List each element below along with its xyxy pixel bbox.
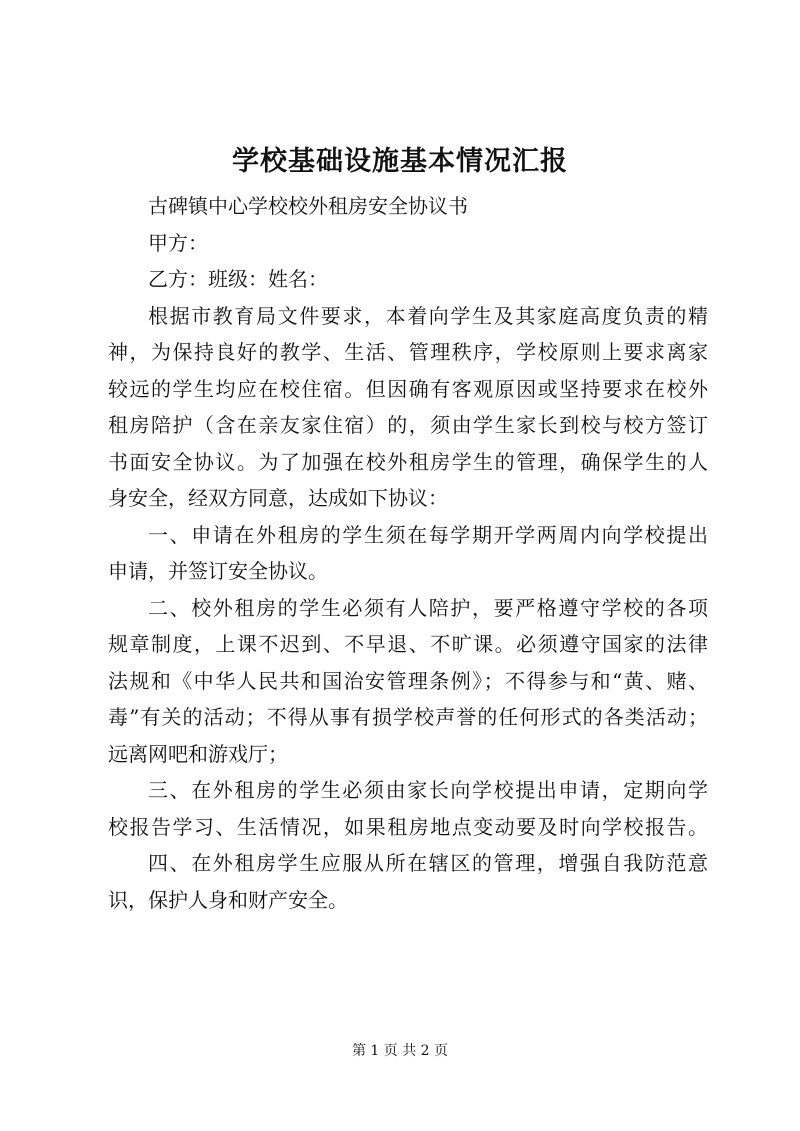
- text-line: 神，为保持良好的教学、生活、管理秩序，学校原则上要求离家: [108, 340, 708, 364]
- text-line: 三、在外租房的学生必须由家长向学校提出申请，定期向学: [148, 778, 708, 802]
- text-line: 租房陪护（含在亲友家住宿）的，须由学生家长到校与校方签订: [108, 413, 708, 437]
- text-line: 校报告学习、生活情况，如果租房地点变动要及时向学校报告。: [108, 814, 708, 839]
- page-footer: 第 1 页 共 2 页: [351, 1043, 449, 1059]
- text-line: 规章制度，上课不迟到、不早退、不旷课。必须遵守国家的法律: [108, 632, 708, 656]
- text-line: 根据市教育局文件要求，本着向学生及其家庭高度负责的精: [148, 303, 708, 328]
- text-line: 二、校外租房的学生必须有人陪护，要严格遵守学校的各项: [148, 595, 708, 620]
- text-line: 乙方：班级：姓名：: [148, 267, 328, 291]
- text-line: 一、申请在外租房的学生须在每学期开学两周内向学校提出: [148, 522, 708, 547]
- text-line: 识，保护人身和财产安全。: [108, 887, 348, 912]
- text-line: 较远的学生均应在校住宿。但因确有客观原因或坚持要求在校外: [108, 376, 708, 401]
- text-line: 四、在外租房学生应服从所在辖区的管理，增强自我防范意: [148, 851, 708, 875]
- text-line: 法规和《中华人民共和国治安管理条例》；不得参与和“黄、赌、: [108, 668, 708, 693]
- text-line: 书面安全协议。为了加强在校外租房学生的管理，确保学生的人: [108, 449, 708, 474]
- text-line: 身安全，经双方同意，达成如下协议：: [108, 486, 448, 510]
- text-line: 毒”有关的活动；不得从事有损学校声誉的任何形式的各类活动；: [108, 705, 708, 729]
- document-body: [108, 188, 708, 918]
- text-line: 古碑镇中心学校校外租房安全协议书: [148, 194, 468, 218]
- document-title: 学校基础设施基本情况汇报: [232, 146, 568, 177]
- text-line: 申请，并签订安全协议。: [108, 559, 328, 583]
- text-line: 远离网吧和游戏厅；: [108, 741, 288, 766]
- text-line: 甲方：: [148, 230, 208, 255]
